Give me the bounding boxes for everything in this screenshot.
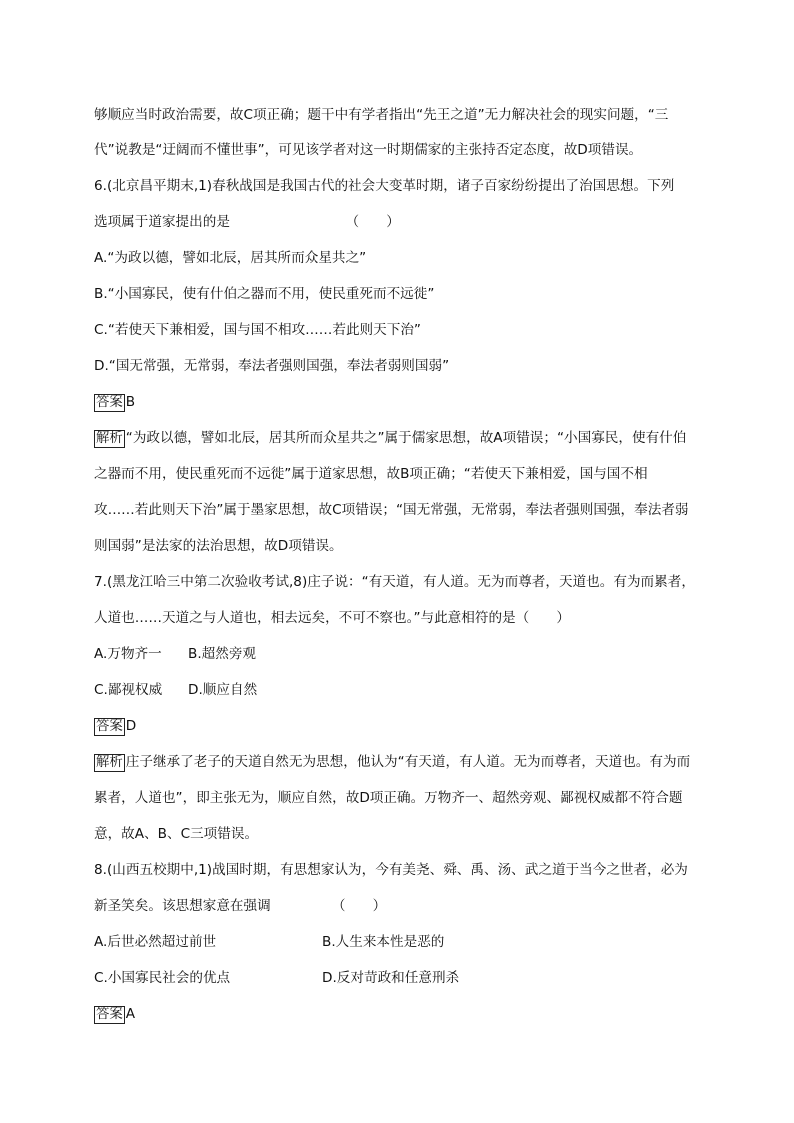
analysis-tag: 解析 bbox=[96, 755, 123, 770]
question-8-option-b: B.人生来本性是恶的 bbox=[322, 934, 445, 950]
question-6-option-d: D.“国无常强，无常弱，奉法者强则国强，奉法者弱则国弱” bbox=[94, 358, 450, 374]
question-6-stem-line-2: 选项属于道家提出的是 （ ） bbox=[94, 214, 400, 230]
question-6-analysis-line-3: 攻……若此则天下治”属于墨家思想，故C项错误；“国无常强，无常弱，奉法者强则国强，奉法者弱 bbox=[94, 502, 689, 518]
answer-tag: 答案 bbox=[96, 395, 123, 410]
question-6-option-a: A.“为政以德，譬如北辰，居其所而众星共之” bbox=[94, 250, 367, 266]
question-6-option-b: B.“小国寡民，使有什伯之器而不用，使民重死而不远徙” bbox=[94, 286, 435, 302]
intro-line-1: 够顺应当时政治需要，故C项正确；题干中有学者指出“先王之道”无力解决社会的现实问题，“三 bbox=[94, 107, 669, 123]
question-7-analysis-line-2: 累者，人道也”，即主张无为，顺应自然，故D项正确。万物齐一、超然旁观、鄙视权威都不符合题 bbox=[94, 790, 683, 806]
question-7-analysis-line-3: 意，故A、B、C三项错误。 bbox=[94, 826, 259, 842]
question-7-option-b: B.超然旁观 bbox=[188, 646, 257, 662]
question-6-stem-line-1: 6.(北京昌平期末,1)春秋战国是我国古代的社会大变革时期，诸子百家纷纷提出了治国思想。下列 bbox=[94, 178, 675, 194]
answer-value: D bbox=[125, 718, 137, 734]
intro-line-2: 代”说教是“迂阔而不懂世事”，可见该学者对这一时期儒家的主张持否定态度，故D项错误。 bbox=[94, 142, 643, 158]
question-7-options-row-2 bbox=[94, 681, 714, 699]
question-8-stem-line-1: 8.(山西五校期中,1)战国时期，有思想家认为，今有美尧、舜、禹、汤、武之道于当今之世者，必为 bbox=[94, 862, 688, 878]
analysis-text: 庄子继承了老子的天道自然无为思想，他认为“有天道，有人道。无为而尊者，天道也。有为而 bbox=[125, 754, 691, 770]
question-7-analysis-line-1 bbox=[94, 753, 714, 772]
question-6-analysis-line-1 bbox=[94, 429, 714, 448]
question-6-answer bbox=[94, 393, 714, 412]
question-8-option-a: A.后世必然超过前世 bbox=[94, 934, 217, 950]
answer-tag: 答案 bbox=[96, 719, 123, 734]
question-7-options-row-1 bbox=[94, 645, 714, 663]
question-8-options-row-2 bbox=[94, 969, 714, 987]
question-8-options-row-1 bbox=[94, 933, 714, 951]
question-8-stem-line-2: 新圣笑矣。该思想家意在强调 （ ） bbox=[94, 898, 387, 914]
answer-value: A bbox=[125, 1006, 136, 1022]
question-8-option-c: C.小国寡民社会的优点 bbox=[94, 970, 231, 986]
analysis-tag: 解析 bbox=[96, 431, 123, 446]
question-7-stem-line-2: 人道也……天道之与人道也，相去远矣，不可不察也。”与此意相符的是（ ） bbox=[94, 610, 571, 626]
question-8-answer bbox=[94, 1005, 714, 1024]
question-6-analysis-line-2: 之器而不用，使民重死而不远徙”属于道家思想，故B项正确；“若使天下兼相爱，国与国不相 bbox=[94, 466, 648, 482]
question-6-option-c: C.“若使天下兼相爱，国与国不相攻……若此则天下治” bbox=[94, 322, 421, 338]
answer-value: B bbox=[125, 394, 136, 410]
question-7-answer bbox=[94, 717, 714, 736]
answer-tag: 答案 bbox=[96, 1007, 123, 1022]
question-8-option-d: D.反对苛政和任意刑杀 bbox=[322, 970, 460, 986]
question-7-option-d: D.顺应自然 bbox=[188, 682, 258, 698]
analysis-text: “为政以德，譬如北辰，居其所而众星共之”属于儒家思想，故A项错误；“小国寡民，使有什伯 bbox=[125, 430, 687, 446]
question-7-option-a: A.万物齐一 bbox=[94, 646, 162, 662]
question-7-option-c: C.鄙视权威 bbox=[94, 682, 163, 698]
question-6-analysis-line-4: 则国弱”是法家的法治思想，故D项错误。 bbox=[94, 538, 343, 554]
question-7-stem-line-1: 7.(黑龙江哈三中第二次验收考试,8)庄子说：“有天道，有人道。无为而尊者，天道也。有为而累者， bbox=[94, 574, 695, 590]
